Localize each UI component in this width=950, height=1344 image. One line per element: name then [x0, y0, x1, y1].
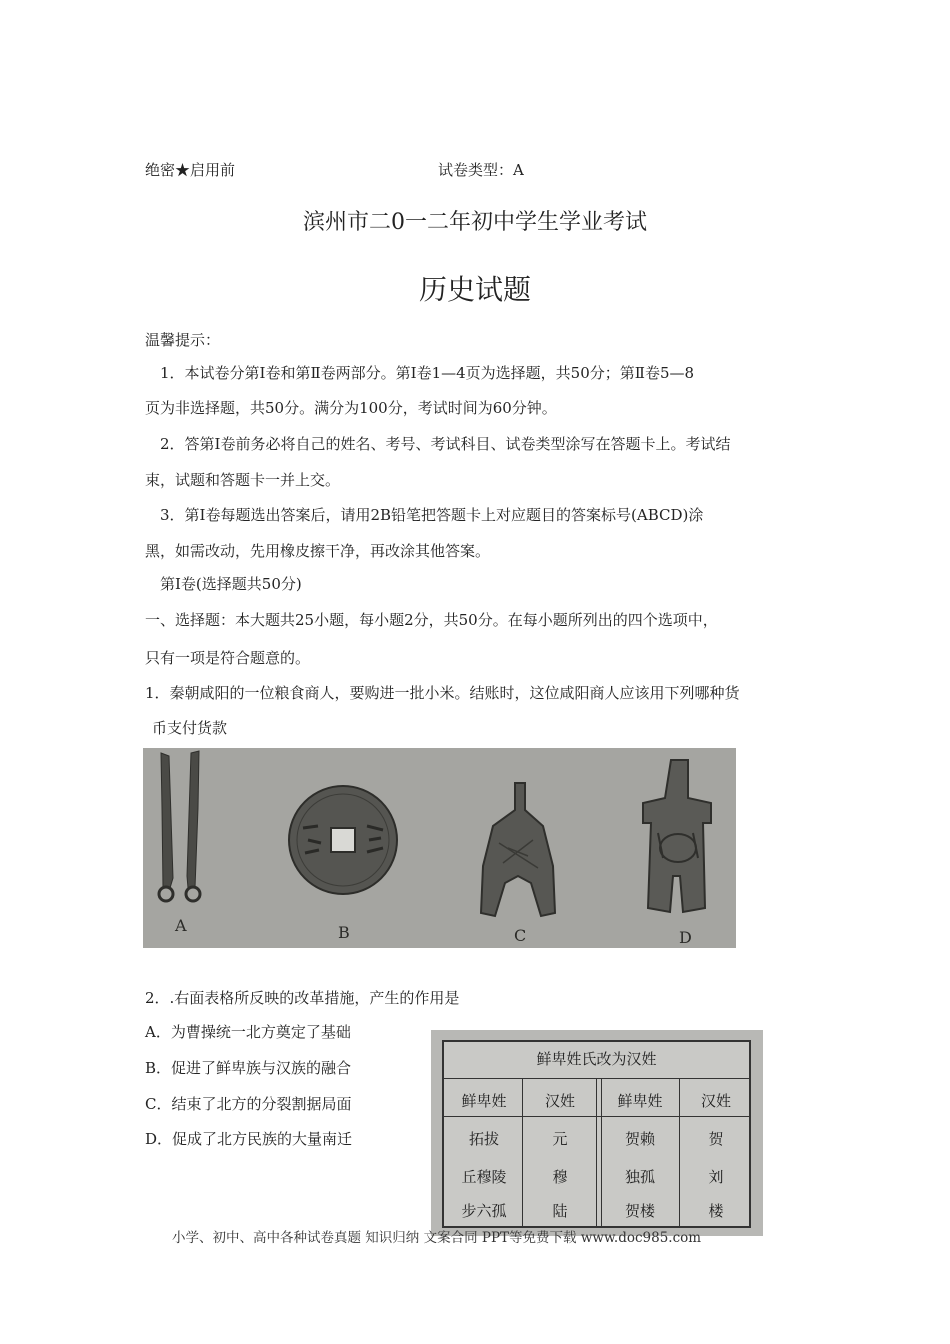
spade-coin-c-image [481, 783, 555, 916]
question-2-option-a: A．为曹操统一北方奠定了基础 [145, 1023, 351, 1041]
ban-liang-coin-b-image [289, 786, 397, 894]
table-cell: 穆 [552, 1168, 568, 1186]
table-cell: 贺 [708, 1130, 724, 1148]
question-2-stem: 2．.右面表格所反映的改革措施，产生的作用是 [145, 989, 460, 1007]
notice-item-3-line-2: 黑，如需改动，先用橡皮擦干净，再改涂其他答案。 [145, 542, 491, 560]
table-cell: 贺楼 [624, 1202, 655, 1220]
table-header-cell: 鲜卑姓 [617, 1092, 663, 1110]
exam-title: 滨州市二0一二年初中学生学业考试 [303, 210, 647, 235]
section-one-line-1: 一、选择题：本大题共25小题，每小题2分，共50分。在每小题所列出的四个选项中， [145, 611, 718, 629]
table-cell: 陆 [552, 1202, 568, 1220]
table-cell: 元 [552, 1130, 568, 1148]
table-header-cell: 鲜卑姓 [461, 1092, 507, 1110]
question-1-line-1: 1．秦朝咸阳的一位粮食商人，要购进一批小米。结账时，这位咸阳商人应该用下列哪种货 [145, 684, 740, 702]
table-cell: 独孤 [624, 1168, 655, 1186]
table-cell: 步六孤 [461, 1202, 507, 1220]
notice-item-2-line-1: 2．答第Ⅰ卷前务必将自己的姓名、考号、考试科目、试卷类型涂写在答题卡上。考试结 [160, 435, 731, 453]
page-footer: 小学、初中、高中各种试卷真题 知识归纳 文案合同 PPT等免费下载 www.doc985.com [172, 1230, 702, 1246]
coin-label-d: D [679, 928, 692, 947]
table-cell: 刘 [708, 1168, 724, 1186]
secret-label: 绝密★启用前 [145, 161, 236, 179]
notice-heading: 温馨提示： [145, 331, 221, 349]
table-cell: 贺赖 [624, 1130, 655, 1148]
question-2-option-c: C．结束了北方的分裂割据局面 [145, 1095, 352, 1113]
coin-label-c: C [514, 926, 527, 945]
question-2-option-d: D．促成了北方民族的大量南迁 [145, 1130, 353, 1148]
subject-title: 历史试题 [418, 273, 531, 306]
question-1-line-2: 币支付货款 [152, 719, 228, 737]
coin-label-a: A [175, 916, 187, 935]
table-cell: 楼 [708, 1202, 724, 1220]
notice-item-3-line-1: 3．第Ⅰ卷每题选出答案后，请用2B铅笔把答题卡上对应题目的答案标号(ABCD)涂 [160, 506, 704, 524]
table-cell: 丘穆陵 [461, 1168, 507, 1186]
square-spade-coin-d-image [643, 760, 711, 912]
ancient-coins-photo [143, 748, 736, 948]
surname-table-photo [431, 1030, 763, 1236]
table-caption: 鲜卑姓氏改为汉姓 [536, 1050, 657, 1068]
notice-item-1-line-2: 页为非选择题，共50分。满分为100分，考试时间为60分钟。 [145, 399, 557, 417]
notice-item-2-line-2: 束，试题和答题卡一并上交。 [145, 471, 341, 489]
part-one-heading: 第Ⅰ卷(选择题共50分) [160, 575, 302, 593]
table-header-cell: 汉姓 [700, 1092, 731, 1110]
paper-type-label: 试卷类型：A [438, 161, 524, 179]
notice-item-1-line-1: 1．本试卷分第Ⅰ卷和第Ⅱ卷两部分。第Ⅰ卷1—4页为选择题，共50分；第Ⅱ卷5—8 [160, 364, 695, 382]
surname-table [442, 1040, 751, 1228]
section-one-line-2: 只有一项是符合题意的。 [145, 649, 311, 667]
question-2-option-b: B．促进了鲜卑族与汉族的融合 [145, 1059, 352, 1077]
coin-label-b: B [338, 923, 350, 942]
table-cell: 拓拔 [468, 1130, 499, 1148]
table-header-cell: 汉姓 [544, 1092, 575, 1110]
knife-coin-a-image [159, 751, 200, 901]
